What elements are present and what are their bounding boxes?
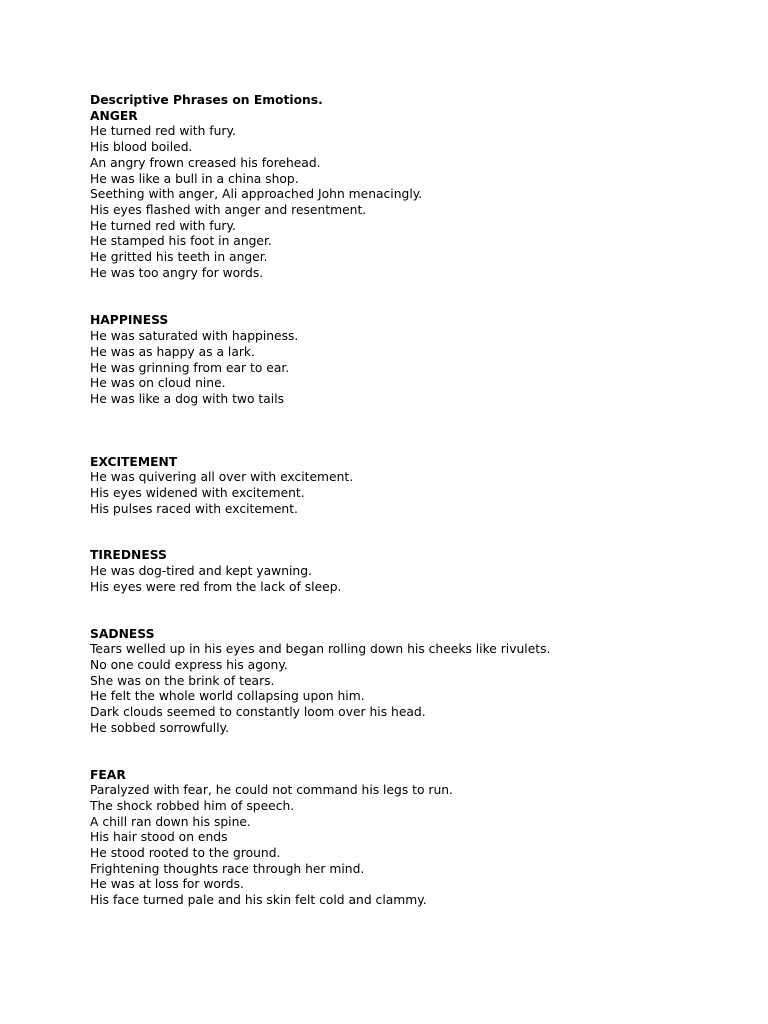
- phrase-line: His eyes widened with excitement.: [90, 486, 305, 501]
- document-title: Descriptive Phrases on Emotions.: [90, 93, 323, 107]
- phrase-line: A chill ran down his spine.: [90, 814, 251, 829]
- phrase-line: He stamped his foot in anger.: [90, 234, 272, 249]
- section-heading: FEAR: [90, 767, 126, 782]
- phrase-line: He was on cloud nine.: [90, 376, 226, 391]
- phrase-line: He was like a dog with two tails: [90, 391, 285, 406]
- phrase-line: The shock robbed him of speech.: [90, 798, 295, 813]
- phrase-line: An angry frown creased his forehead.: [90, 155, 321, 170]
- phrase-line: He turned red with fury.: [90, 218, 236, 233]
- phrase-line: He turned red with fury.: [90, 124, 236, 139]
- phrase-line: Seething with anger, Ali approached John menacingly.: [90, 187, 423, 202]
- phrase-line: Frightening thoughts race through her mind.: [90, 861, 365, 876]
- section-heading: TIREDNESS: [90, 548, 167, 563]
- section-anger: [90, 109, 750, 282]
- phrase-line: He was quivering all over with excitement.: [90, 470, 354, 485]
- phrase-line: He felt the whole world collapsing upon him.: [90, 689, 365, 704]
- section-excitement: [90, 455, 750, 518]
- phrase-line: He gritted his teeth in anger.: [90, 250, 268, 265]
- phrase-line: He was like a bull in a china shop.: [90, 171, 299, 186]
- section-happiness: [90, 313, 750, 407]
- phrase-line: He was as happy as a lark.: [90, 344, 255, 359]
- phrase-line: He was grinning from ear to ear.: [90, 360, 290, 375]
- section-heading: ANGER: [90, 108, 138, 123]
- phrase-line: His eyes were red from the lack of sleep.: [90, 579, 342, 594]
- phrase-line: His eyes flashed with anger and resentment.: [90, 202, 367, 217]
- phrase-line: His blood boiled.: [90, 140, 193, 155]
- section-tiredness: [90, 548, 750, 595]
- phrase-line: Tears welled up in his eyes and began rolling down his cheeks like rivulets.: [90, 642, 551, 657]
- phrase-line: His face turned pale and his skin felt cold and clammy.: [90, 893, 427, 908]
- section-heading: EXCITEMENT: [90, 454, 178, 469]
- phrase-line: He was saturated with happiness.: [90, 329, 299, 344]
- section-fear: [90, 768, 750, 909]
- phrase-line: His hair stood on ends: [90, 830, 228, 845]
- phrase-line: Paralyzed with fear, he could not command his legs to run.: [90, 783, 453, 798]
- phrase-line: He was too angry for words.: [90, 265, 264, 280]
- phrase-line: Dark clouds seemed to constantly loom over his head.: [90, 705, 426, 720]
- phrase-line: He sobbed sorrowfully.: [90, 720, 230, 735]
- document-body: [90, 93, 750, 909]
- section-sadness: [90, 627, 750, 737]
- phrase-line: No one could express his agony.: [90, 657, 288, 672]
- phrase-line: He was dog-tired and kept yawning.: [90, 564, 312, 579]
- phrase-line: He stood rooted to the ground.: [90, 846, 281, 861]
- sections-container: [90, 109, 750, 909]
- section-heading: HAPPINESS: [90, 313, 169, 328]
- phrase-line: His pulses raced with excitement.: [90, 501, 298, 516]
- section-heading: SADNESS: [90, 626, 155, 641]
- phrase-line: She was on the brink of tears.: [90, 673, 275, 688]
- phrase-line: He was at loss for words.: [90, 877, 244, 892]
